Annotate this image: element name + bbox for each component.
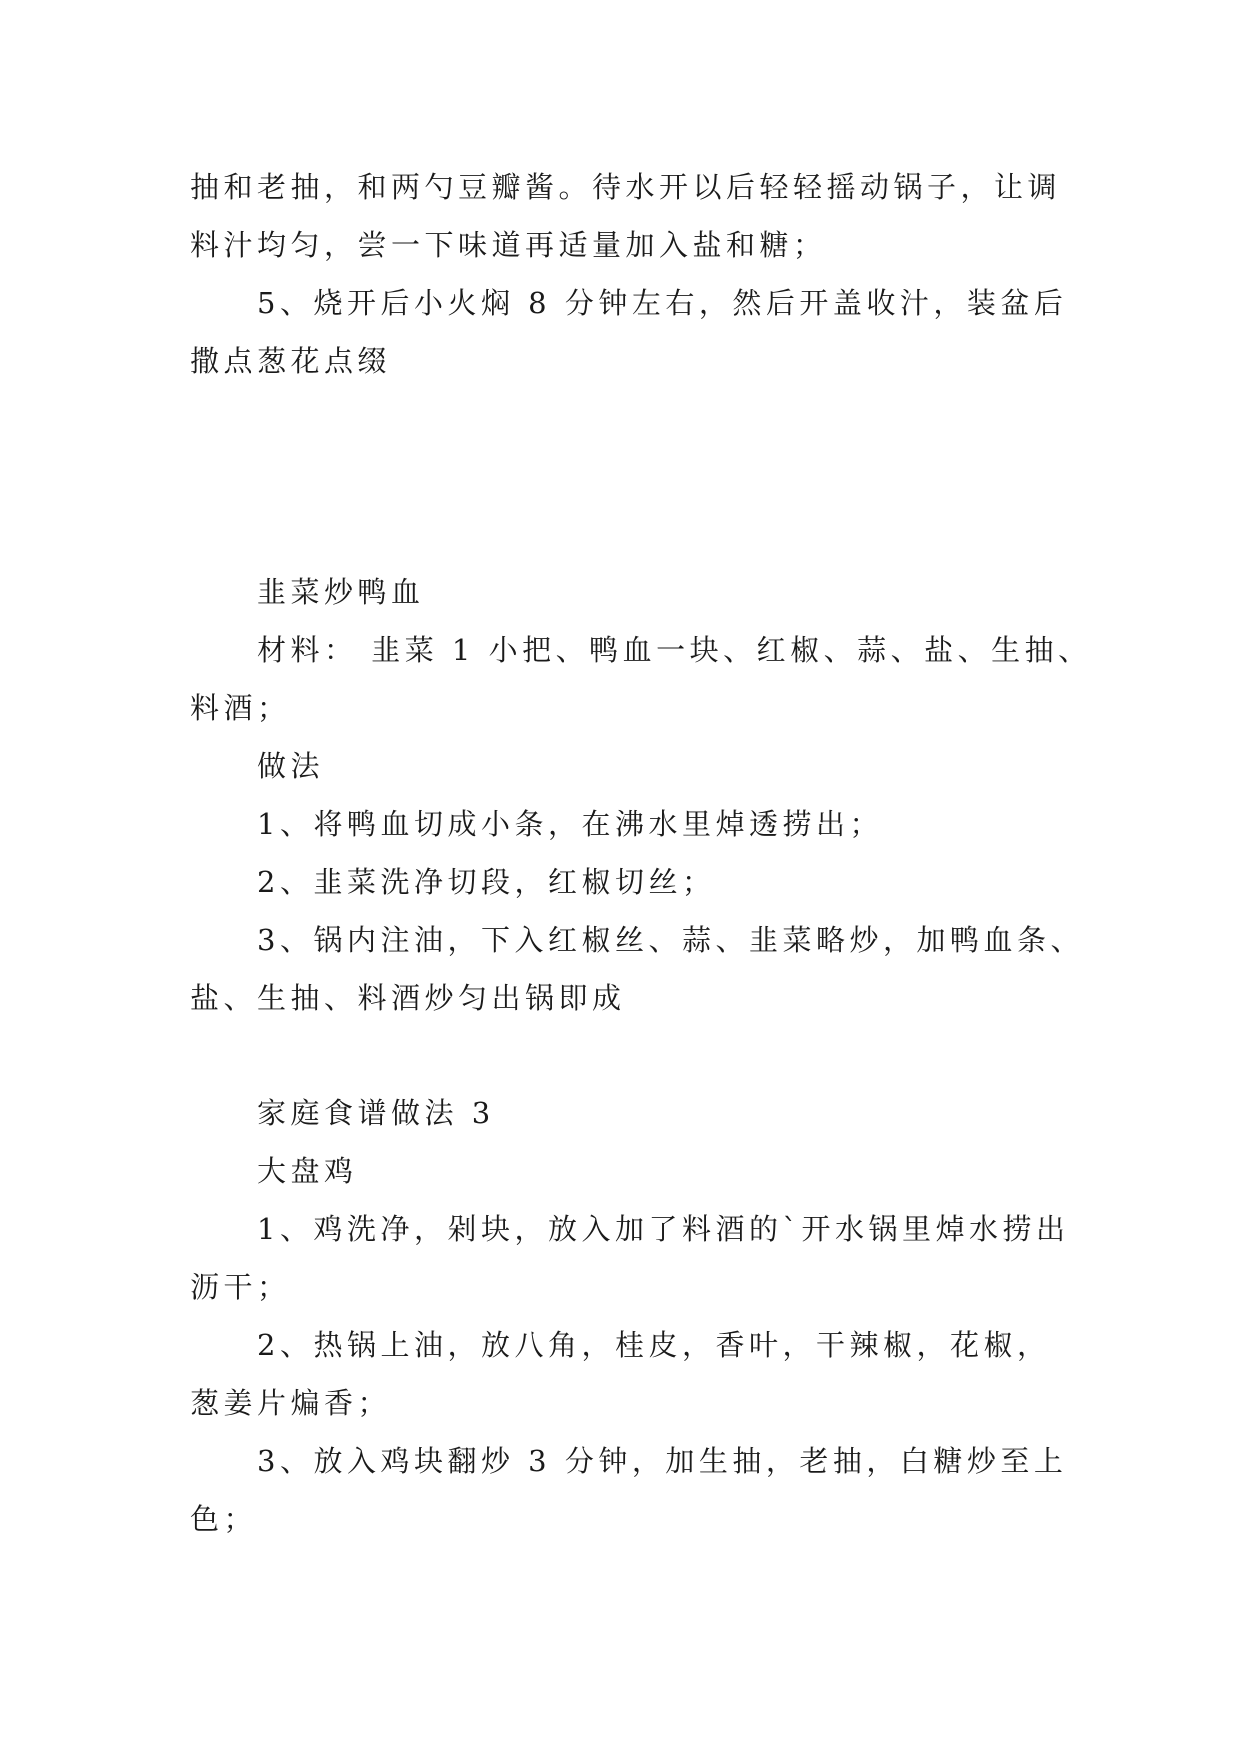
text-line: 3、锅内注油，下入红椒丝、蒜、韭菜略炒，加鸭血条、 <box>257 923 1084 957</box>
text-line: 2、热锅上油，放八角，桂皮，香叶，干辣椒，花椒， <box>257 1328 1051 1362</box>
text-line: 葱姜片煸香； <box>190 1386 392 1420</box>
text-line: 2、韭菜洗净切段，红椒切丝； <box>257 865 716 899</box>
text-line: 盐、生抽、料酒炒匀出锅即成 <box>190 981 626 1015</box>
text-line: 1、将鸭血切成小条，在沸水里焯透捞出； <box>257 807 883 841</box>
text-line: 料酒； <box>190 691 291 725</box>
text-line: 撒点葱花点缀 <box>190 344 392 378</box>
text-line: 1、鸡洗净，剁块，放入加了料酒的`开水锅里焯水捞出 <box>257 1212 1070 1246</box>
text-line: 3、放入鸡块翻炒 3 分钟，加生抽，老抽，白糖炒至上 <box>257 1444 1068 1478</box>
text-line: 5、烧开后小火焖 8 分钟左右，然后开盖收汁，装盆后 <box>257 286 1068 320</box>
text-line: 沥干； <box>190 1270 291 1304</box>
text-line: 料汁均匀，尝一下味道再适量加入盐和糖； <box>190 228 827 262</box>
text-line: 色； <box>190 1502 258 1536</box>
text-line: 抽和老抽，和两勺豆瓣酱。待水开以后轻轻摇动锅子，让调 <box>190 170 1062 204</box>
section-heading: 做法 <box>257 749 325 783</box>
recipe-title: 韭菜炒鸭血 <box>257 575 425 609</box>
text-line: 材料： 韭菜 1 小把、鸭血一块、红椒、蒜、盐、生抽、 <box>257 633 1092 667</box>
recipe-title: 大盘鸡 <box>257 1154 358 1188</box>
section-title: 家庭食谱做法 3 <box>257 1096 495 1130</box>
